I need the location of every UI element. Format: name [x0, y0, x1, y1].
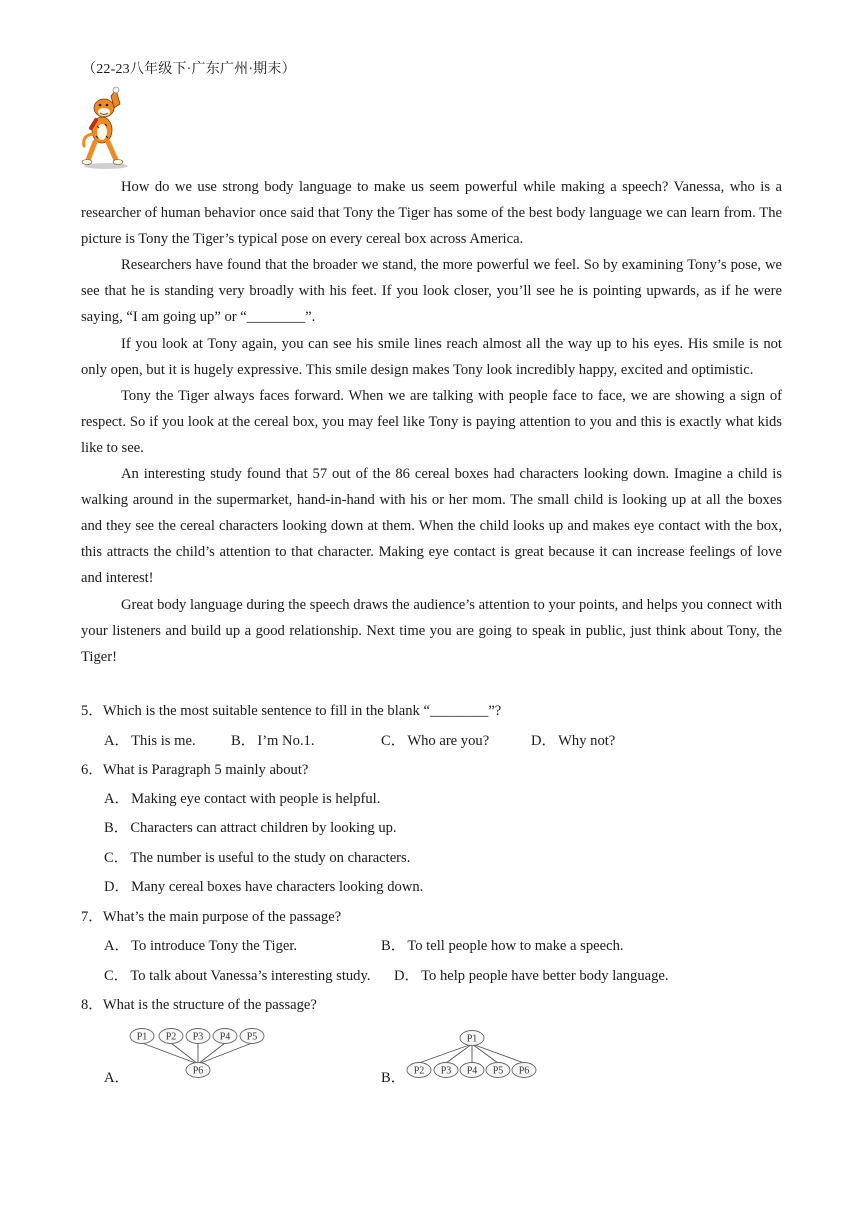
option-text: I’m No.1.: [257, 733, 315, 749]
question-6-option-c: [104, 848, 410, 868]
question-5-option-b: [231, 731, 314, 751]
option-label: C．: [104, 968, 129, 984]
diagram-b-node-p4: [460, 1063, 484, 1078]
option-text: To talk about Vanessa’s interesting study.: [130, 968, 371, 984]
svg-text:P6: P6: [518, 1065, 530, 1077]
option-text: Who are you?: [407, 733, 490, 749]
question-7-option-d: [394, 966, 669, 986]
option-label: A．: [104, 938, 130, 954]
tony-the-tiger-image: [80, 86, 132, 170]
question-5-option-d: [531, 731, 615, 751]
svg-text:P5: P5: [246, 1031, 258, 1043]
question-5-stem: 5．Which is the most suitable sentence to fill in the blank “________”?: [81, 703, 502, 719]
option-text: This is me.: [131, 733, 196, 749]
question-7-option-b: [381, 936, 624, 956]
question-7-option-c: [104, 966, 370, 986]
diagram-a-node-p2: [159, 1029, 183, 1044]
diagram-b-node-p1: [460, 1031, 484, 1046]
option-label: D．: [531, 733, 557, 749]
question-6-stem: 6．What is Paragraph 5 mainly about?: [81, 762, 309, 778]
structure-diagram-a: [126, 1024, 266, 1080]
option-label: D．: [104, 879, 130, 895]
diagram-a-node-p6: [186, 1063, 210, 1078]
svg-text:P1: P1: [136, 1031, 148, 1043]
question-8-option-b-label: B．: [381, 1070, 406, 1086]
svg-text:P3: P3: [192, 1031, 204, 1043]
svg-text:P2: P2: [165, 1031, 177, 1043]
diagram-a-node-p3: [186, 1029, 210, 1044]
option-label: A．: [104, 791, 130, 807]
svg-text:P5: P5: [492, 1065, 504, 1077]
passage-paragraph-5: An interesting study found that 57 out of the 86 cereal boxes had characters looking down. Imagine a child is walking around in the supermarket, hand-in-hand with his or her mom. The small child is looking up at all the boxes and they see the cereal characters looking down at them. When the child looks up and makes eye contact with the box, this attracts the child’s attention to that character. Making eye contact is great because it can increase feelings of love and interest!: [81, 466, 782, 587]
option-text: Many cereal boxes have characters looking down.: [131, 879, 424, 895]
option-label: B．: [231, 733, 256, 749]
svg-text:P1: P1: [466, 1033, 478, 1045]
question-7-stem: 7．What’s the main purpose of the passage?: [81, 909, 342, 925]
passage-paragraph-6: Great body language during the speech draws the audience’s attention to your points, and helps you connect with your listeners and build up a good relationship. Next time you are going to speak in public, just think about Tony, the Tiger!: [81, 596, 782, 665]
svg-text:P3: P3: [440, 1065, 452, 1077]
option-text: To tell people how to make a speech.: [407, 938, 624, 954]
option-text: Making eye contact with people is helpful.: [131, 791, 381, 807]
diagram-a-node-p1: [130, 1029, 154, 1044]
diagram-b-node-p6: [512, 1063, 536, 1078]
question-6-option-b: [104, 818, 397, 838]
option-text: Why not?: [558, 733, 616, 749]
option-label: C．: [381, 733, 406, 749]
diagram-a-node-p5: [240, 1029, 264, 1044]
option-label: C．: [104, 850, 129, 866]
option-text: Characters can attract children by looking up.: [130, 820, 397, 836]
question-8-stem: 8．What is the structure of the passage?: [81, 997, 317, 1013]
svg-text:P4: P4: [219, 1031, 231, 1043]
structure-diagram-b: [404, 1026, 538, 1082]
diagram-a-node-p4: [213, 1029, 237, 1044]
question-5-option-a: [104, 731, 196, 751]
diagram-b-node-p3: [434, 1063, 458, 1078]
question-6-option-d: [104, 877, 423, 897]
passage-paragraph-3: If you look at Tony again, you can see his smile lines reach almost all the way up to his eyes. His smile is not only open, but it is hugely expressive. This smile design makes Tony look incredibly happy, excited and optimistic.: [81, 335, 782, 378]
question-8-option-a-label: A．: [104, 1070, 130, 1086]
question-5-option-c: [381, 731, 489, 751]
reading-passage: [81, 174, 782, 670]
svg-text:P6: P6: [192, 1065, 204, 1077]
svg-text:P4: P4: [466, 1065, 478, 1077]
diagram-b-node-p5: [486, 1063, 510, 1078]
passage-paragraph-1: How do we use strong body language to make us seem powerful while making a speech? Vanessa, who is a researcher of human behavior once said that Tony the Tiger has some of the best body language we can learn from. The picture is Tony the Tiger’s typical pose on every cereal box across America.: [81, 179, 782, 248]
question-7-option-a: [104, 936, 297, 956]
option-text: To introduce Tony the Tiger.: [131, 938, 298, 954]
option-label: D．: [394, 968, 420, 984]
option-text: The number is useful to the study on characters.: [130, 850, 411, 866]
passage-paragraph-4: Tony the Tiger always faces forward. When we are talking with people face to face, we are showing a sign of respect. So if you look at the cereal box, you may feel like Tony is paying attention to you and this is exactly what kids like to see.: [81, 387, 782, 456]
option-text: To help people have better body language.: [421, 968, 669, 984]
diagram-b-node-p2: [407, 1063, 431, 1078]
passage-paragraph-2: Researchers have found that the broader we stand, the more powerful we feel. So by examining Tony’s pose, we see that he is standing very broadly with his feet. If you look closer, you’ll see he is pointing upwards, as if he were saying, “I am going up” or “________”.: [81, 257, 782, 326]
svg-text:P2: P2: [413, 1065, 425, 1077]
option-label: A．: [104, 733, 130, 749]
source-label: （22-23八年级下·广东广州·期末）: [82, 62, 296, 77]
question-6-option-a: [104, 789, 380, 809]
option-label: B．: [104, 820, 129, 836]
option-label: B．: [381, 938, 406, 954]
